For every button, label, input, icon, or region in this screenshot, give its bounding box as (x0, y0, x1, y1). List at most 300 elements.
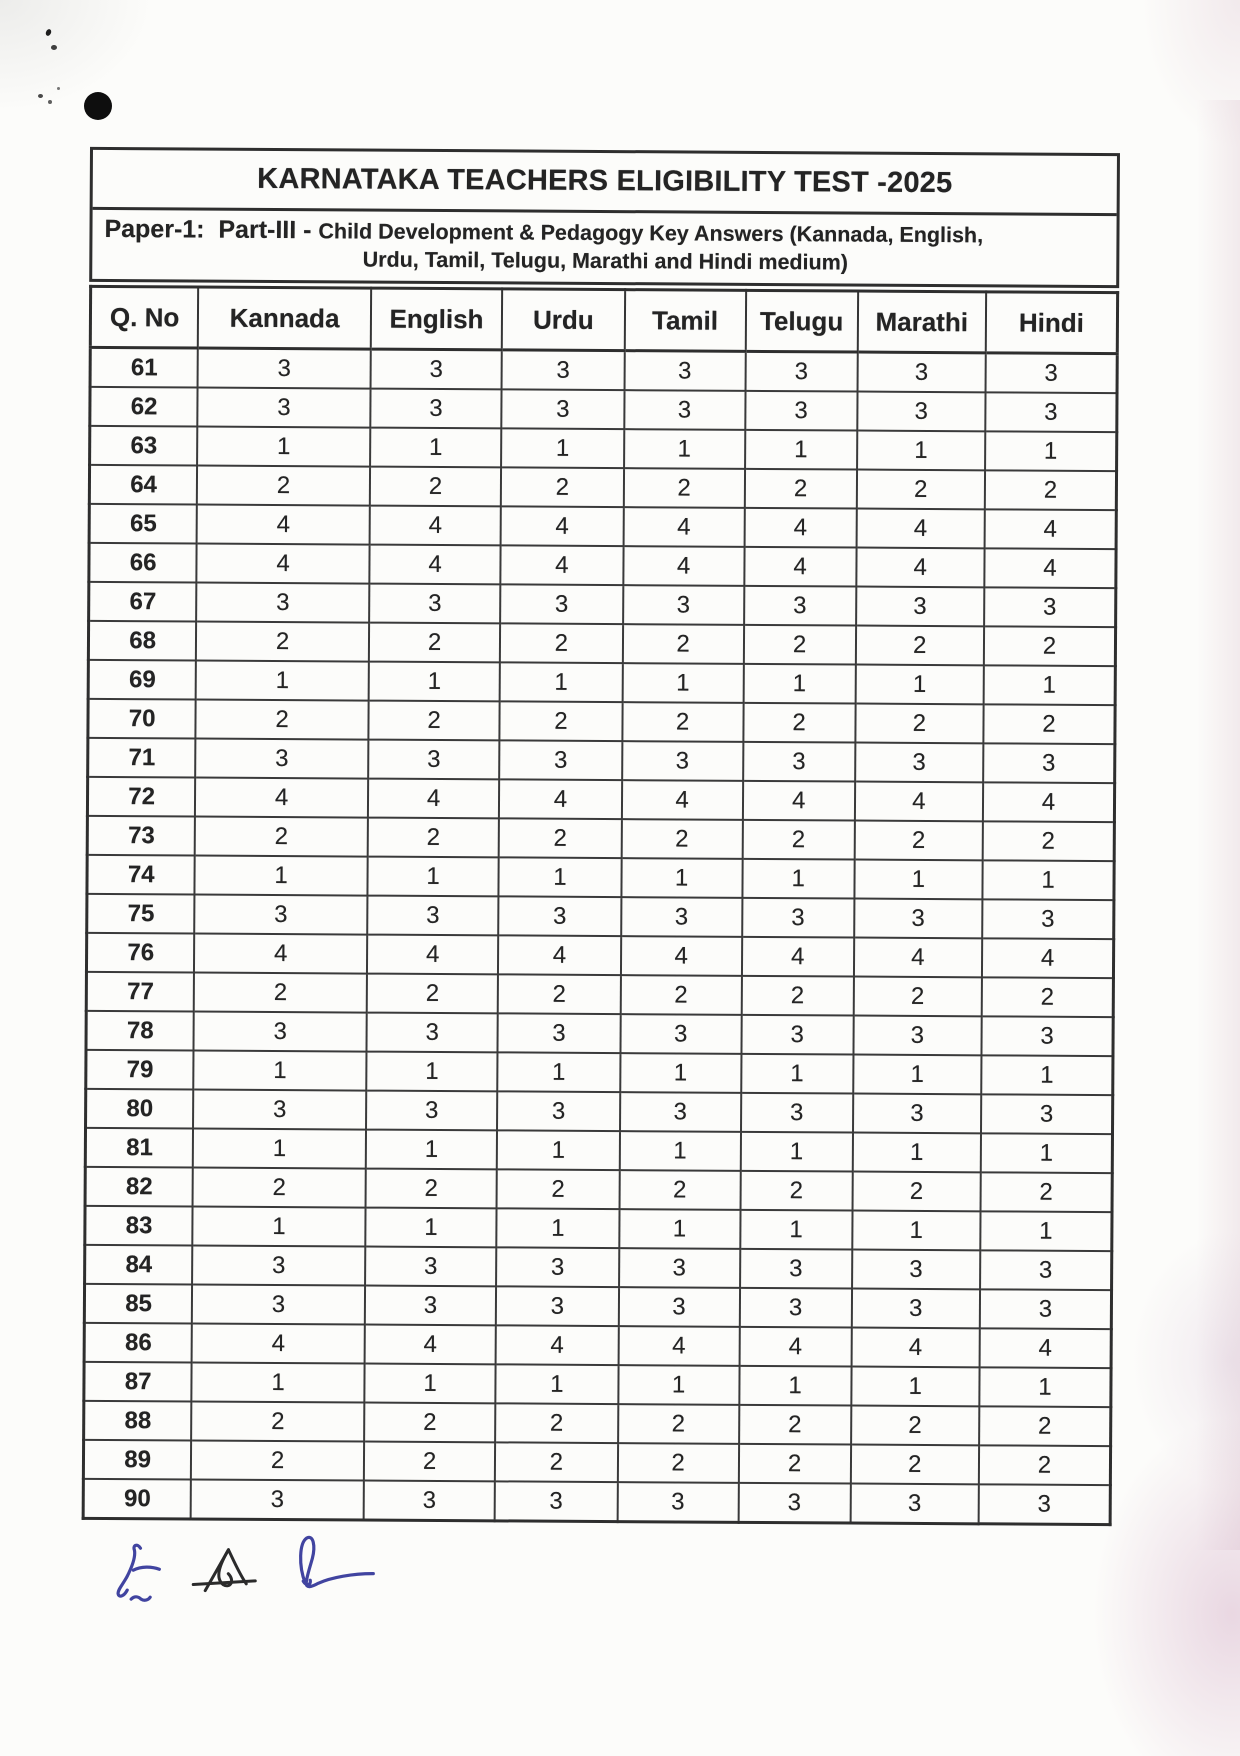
table-row (86, 1011, 1113, 1056)
answer-cell: 1 (367, 857, 499, 897)
answer-cell: 1 (854, 860, 983, 900)
answer-cell: 3 (855, 743, 984, 783)
answer-cell: 4 (744, 547, 856, 587)
answer-cell: 3 (979, 1484, 1111, 1524)
scan-shadow-top-left (0, 0, 150, 110)
answer-cell: 4 (743, 781, 855, 821)
answer-cell: 3 (857, 392, 986, 432)
answer-cell: 2 (855, 626, 984, 666)
answer-cell: 3 (195, 739, 368, 779)
ink-speck (48, 100, 52, 104)
answer-cell: 3 (624, 351, 745, 391)
answer-cell: 3 (856, 587, 985, 627)
black-ink-dot (84, 92, 112, 120)
answer-cell: 1 (852, 1133, 981, 1173)
answer-cell: 3 (620, 1092, 741, 1132)
question-number-cell: 89 (83, 1440, 191, 1480)
answer-cell: 2 (370, 467, 502, 507)
answer-cell: 3 (857, 352, 986, 392)
answer-cell: 2 (368, 818, 500, 858)
question-number-cell: 76 (86, 933, 194, 973)
table-row (86, 933, 1113, 978)
answer-cell: 1 (622, 663, 743, 703)
scan-smudge-right-band (1196, 100, 1240, 1550)
question-number-cell: 83 (85, 1206, 193, 1246)
question-number-cell: 86 (84, 1323, 192, 1363)
answer-cell: 3 (191, 1479, 364, 1520)
answer-cell: 2 (739, 1405, 851, 1445)
answer-cell: 4 (197, 505, 370, 545)
document-header-box (89, 147, 1120, 288)
answer-cell: 1 (501, 428, 623, 468)
answer-cell: 2 (499, 818, 621, 858)
answer-cell: 1 (497, 1130, 619, 1170)
table-row (84, 1362, 1111, 1407)
answer-table-body (83, 347, 1117, 1524)
answer-cell: 2 (741, 976, 853, 1016)
question-number-cell: 66 (89, 543, 197, 583)
table-row (86, 1089, 1113, 1134)
answer-cell: 1 (742, 859, 854, 899)
answer-cell: 3 (738, 1483, 850, 1523)
table-row (84, 1401, 1111, 1446)
answer-cell: 2 (983, 821, 1115, 861)
table-row (84, 1284, 1111, 1329)
answer-cell: 2 (617, 1443, 738, 1483)
answer-cell: 1 (743, 664, 855, 704)
answer-cell: 3 (740, 1249, 852, 1289)
signature-blue-loop (300, 1537, 373, 1587)
table-row (85, 1167, 1112, 1212)
answer-cell: 1 (194, 1051, 367, 1091)
answer-cell: 3 (853, 1016, 982, 1056)
answer-cell: 2 (981, 1172, 1113, 1212)
answer-cell: 3 (366, 1091, 498, 1131)
answer-cell: 4 (194, 934, 367, 974)
answer-cell: 2 (495, 1403, 617, 1443)
answer-cell: 2 (195, 817, 368, 857)
answer-cell: 3 (496, 1247, 618, 1287)
question-number-cell: 88 (84, 1401, 192, 1441)
answer-cell: 3 (369, 584, 501, 624)
answer-cell: 4 (368, 779, 500, 819)
table-row (88, 738, 1115, 783)
answer-cell: 3 (500, 584, 622, 624)
answer-cell: 3 (623, 585, 744, 625)
answer-cell: 2 (191, 1440, 364, 1480)
answer-cell: 3 (980, 1250, 1112, 1290)
answer-cell: 3 (365, 1247, 497, 1287)
answer-cell: 3 (196, 583, 369, 623)
answer-cell: 3 (617, 1482, 738, 1522)
answer-cell: 3 (194, 1012, 367, 1052)
answer-cell: 1 (739, 1366, 851, 1406)
answer-cell: 1 (192, 1362, 365, 1402)
answer-cell: 4 (367, 935, 499, 975)
answer-cell: 2 (740, 1171, 852, 1211)
answer-cell: 4 (982, 938, 1114, 978)
answer-cell: 4 (501, 506, 623, 546)
answer-cell: 2 (622, 624, 743, 664)
answer-cell: 1 (857, 431, 986, 471)
answer-cell: 4 (501, 545, 623, 585)
answer-cell: 4 (984, 548, 1116, 588)
answer-cell: 1 (853, 1055, 982, 1095)
answer-cell: 2 (982, 977, 1114, 1017)
answer-cell: 4 (192, 1324, 365, 1364)
answer-cell: 1 (365, 1208, 497, 1248)
answer-cell: 3 (741, 1093, 853, 1133)
subtitle-paper-part-label: Paper-1: Part-III - (104, 214, 319, 245)
answer-cell: 2 (498, 974, 620, 1014)
answer-cell: 1 (979, 1367, 1111, 1407)
answer-cell: 2 (194, 973, 367, 1013)
answer-cell: 3 (195, 895, 368, 935)
question-number-cell: 87 (84, 1362, 192, 1402)
answer-cell: 1 (196, 661, 369, 701)
question-number-cell: 63 (90, 426, 198, 466)
question-number-cell: 68 (88, 621, 196, 661)
answer-cell: 4 (985, 509, 1117, 549)
answer-cell: 2 (742, 820, 854, 860)
answer-cell: 4 (623, 546, 744, 586)
answer-cell: 1 (741, 1054, 853, 1094)
answer-cell: 2 (619, 1170, 740, 1210)
ink-speck (51, 45, 57, 50)
question-number-cell: 73 (87, 816, 195, 856)
answer-cell: 2 (979, 1445, 1111, 1485)
answer-cell: 2 (618, 1404, 739, 1444)
question-number-cell: 74 (87, 855, 195, 895)
answer-cell: 3 (368, 740, 500, 780)
answer-cell: 3 (370, 349, 502, 389)
answer-cell: 2 (197, 466, 370, 506)
answer-cell: 3 (982, 899, 1114, 939)
answer-cell: 3 (742, 898, 854, 938)
answer-cell: 1 (368, 662, 500, 702)
subtitle-line-2: Urdu, Tamil, Telugu, Marathi and Hindi medium) (362, 247, 849, 275)
question-number-cell: 80 (86, 1089, 194, 1129)
table-row (87, 894, 1114, 939)
ink-speck (45, 28, 52, 36)
answer-cell: 2 (495, 1442, 617, 1482)
answer-cell: 1 (500, 662, 622, 702)
answer-cell: 2 (850, 1445, 979, 1485)
table-row (90, 347, 1117, 393)
question-number-cell: 82 (85, 1167, 193, 1207)
answer-cell: 2 (744, 625, 856, 665)
answer-cell: 3 (981, 1016, 1113, 1056)
answer-cell: 4 (856, 509, 985, 549)
answer-cell: 1 (985, 431, 1117, 471)
column-header-qno: Q. No (90, 286, 198, 348)
answer-cell: 2 (623, 468, 744, 508)
answer-cell: 3 (495, 1481, 617, 1521)
answer-cell: 1 (193, 1129, 366, 1169)
question-number-cell: 78 (86, 1011, 194, 1051)
answer-cell: 2 (367, 974, 499, 1014)
answer-cell: 2 (983, 704, 1115, 744)
answer-cell: 3 (621, 897, 742, 937)
answer-cell: 1 (740, 1210, 852, 1250)
answer-cell: 1 (193, 1207, 366, 1247)
table-row (86, 1050, 1113, 1095)
question-number-cell: 67 (89, 582, 197, 622)
table-row (89, 582, 1116, 627)
answer-cell: 4 (855, 782, 984, 822)
subtitle-description: Child Development & Pedagogy Key Answers (Kannada, English, (318, 219, 984, 248)
answer-cell: 3 (192, 1246, 365, 1286)
table-row (90, 426, 1117, 471)
question-number-cell: 71 (88, 738, 196, 778)
answer-cell: 1 (496, 1364, 618, 1404)
answer-cell: 1 (980, 1211, 1112, 1251)
question-number-cell: 77 (86, 972, 194, 1012)
answer-cell: 3 (198, 348, 371, 389)
answer-cell: 3 (365, 1286, 497, 1326)
answer-cell: 4 (620, 936, 741, 976)
table-row (86, 972, 1113, 1017)
answer-cell: 1 (620, 1053, 741, 1093)
answer-cell: 1 (621, 858, 742, 898)
answer-key-table (82, 285, 1120, 1526)
answer-cell: 3 (622, 741, 743, 781)
answer-cell: 3 (367, 896, 499, 936)
answer-cell: 1 (852, 1211, 981, 1251)
column-header-urdu: Urdu (502, 289, 625, 351)
table-row (83, 1479, 1110, 1525)
answer-cell: 2 (497, 1169, 619, 1209)
answer-cell: 1 (366, 1052, 498, 1092)
answer-cell: 2 (368, 701, 500, 741)
answer-cell: 2 (979, 1406, 1111, 1446)
answer-cell: 1 (618, 1365, 739, 1405)
answer-cell: 3 (192, 1285, 365, 1325)
answer-cell: 1 (851, 1367, 980, 1407)
answer-cell: 3 (853, 1094, 982, 1134)
answer-cell: 3 (363, 1481, 495, 1521)
answer-cell: 1 (855, 665, 984, 705)
subtitle-line-1 (104, 215, 1106, 250)
answer-cell: 4 (744, 508, 856, 548)
answer-cell: 3 (980, 1289, 1112, 1329)
answer-cell: 3 (502, 389, 624, 429)
answer-cell: 3 (745, 351, 857, 391)
answer-cell: 3 (983, 743, 1115, 783)
handwritten-signatures (107, 1530, 448, 1622)
answer-cell: 4 (983, 782, 1115, 822)
answer-cell: 3 (498, 1013, 620, 1053)
question-number-cell: 62 (90, 387, 198, 427)
column-header-english: English (371, 288, 503, 350)
answer-cell: 4 (618, 1326, 739, 1366)
table-row (88, 699, 1115, 744)
answer-cell: 2 (620, 975, 741, 1015)
answer-cell: 3 (366, 1013, 498, 1053)
answer-cell: 1 (984, 665, 1116, 705)
answer-cell: 2 (364, 1442, 496, 1482)
question-number-cell: 69 (88, 660, 196, 700)
document-subtitle (92, 210, 1116, 285)
answer-cell: 3 (850, 1484, 979, 1524)
answer-cell: 2 (500, 701, 622, 741)
answer-cell: 1 (981, 1133, 1113, 1173)
answer-cell: 3 (851, 1289, 980, 1329)
answer-cell: 1 (981, 1055, 1113, 1095)
column-header-telugu: Telugu (745, 290, 857, 352)
answer-cell: 2 (853, 977, 982, 1017)
answer-cell: 3 (745, 391, 857, 431)
ink-speck (38, 94, 43, 98)
answer-cell: 4 (621, 780, 742, 820)
answer-cell: 4 (851, 1328, 980, 1368)
answer-cell: 1 (195, 856, 368, 896)
answer-cell: 1 (619, 1209, 740, 1249)
table-row (87, 855, 1114, 900)
table-row (87, 777, 1114, 822)
table-row (88, 660, 1115, 705)
answer-cell: 1 (982, 860, 1114, 900)
answer-cell: 2 (855, 704, 984, 744)
answer-cell: 2 (501, 467, 623, 507)
answer-cell: 3 (984, 587, 1116, 627)
answer-cell: 4 (364, 1325, 496, 1365)
answer-cell: 2 (851, 1406, 980, 1446)
answer-cell: 4 (854, 938, 983, 978)
answer-cell: 4 (195, 778, 368, 818)
table-row (89, 543, 1116, 588)
answer-cell: 2 (500, 623, 622, 663)
answer-cell: 4 (980, 1328, 1112, 1368)
answer-cell: 2 (743, 703, 855, 743)
answer-cell: 3 (852, 1250, 981, 1290)
table-row (83, 1440, 1110, 1485)
answer-cell: 4 (739, 1327, 851, 1367)
question-number-cell: 64 (89, 465, 197, 505)
signatures-area (107, 1530, 448, 1622)
answer-cell: 2 (191, 1401, 364, 1441)
answer-cell: 1 (197, 427, 370, 467)
answer-cell: 1 (370, 428, 502, 468)
answer-cell: 1 (624, 429, 745, 469)
answer-cell: 3 (497, 1091, 619, 1131)
question-number-cell: 85 (84, 1284, 192, 1324)
answer-cell: 4 (856, 548, 985, 588)
column-header-kannada: Kannada (198, 287, 371, 349)
question-number-cell: 65 (89, 504, 197, 544)
answer-cell: 3 (499, 740, 621, 780)
scan-smudge-top-right (1140, 0, 1240, 150)
answer-cell: 3 (370, 389, 502, 429)
question-number-cell: 75 (87, 894, 195, 934)
answer-cell: 2 (621, 819, 742, 859)
answer-cell: 2 (193, 1168, 366, 1208)
table-row (85, 1128, 1112, 1173)
answer-cell: 3 (981, 1094, 1113, 1134)
column-header-hindi: Hindi (986, 292, 1118, 354)
answer-cell: 2 (854, 821, 983, 861)
signature-black-scribble (193, 1550, 255, 1591)
answer-cell: 3 (741, 1015, 853, 1055)
question-number-cell: 70 (88, 699, 196, 739)
answer-cell: 2 (739, 1444, 851, 1484)
answer-cell: 3 (744, 586, 856, 626)
table-row (87, 816, 1114, 861)
answer-cell: 3 (743, 742, 855, 782)
table-row (85, 1206, 1112, 1251)
answer-cell: 4 (369, 545, 501, 585)
answer-cell: 2 (369, 623, 501, 663)
ink-speck (57, 87, 60, 90)
question-number-cell: 61 (90, 347, 198, 387)
answer-cell: 2 (622, 702, 743, 742)
answer-cell: 2 (365, 1169, 497, 1209)
answer-cell: 1 (745, 430, 857, 470)
question-number-cell: 84 (85, 1245, 193, 1285)
answer-cell: 3 (986, 353, 1118, 393)
table-row (89, 465, 1116, 510)
answer-cell: 4 (197, 544, 370, 584)
answer-cell: 3 (193, 1090, 366, 1130)
signature-blue-initials (118, 1545, 159, 1600)
scan-smudge-mid-right (1130, 1230, 1240, 1490)
document-sheet (81, 147, 1120, 1626)
table-row (84, 1323, 1111, 1368)
answer-cell: 3 (499, 896, 621, 936)
document-title: KARNATAKA TEACHERS ELIGIBILITY TEST -2025 (93, 150, 1117, 216)
question-number-cell: 72 (87, 777, 195, 817)
answer-cell: 2 (196, 622, 369, 662)
answer-cell: 4 (496, 1325, 618, 1365)
question-number-cell: 90 (83, 1479, 191, 1519)
answer-cell: 2 (196, 700, 369, 740)
answer-cell: 2 (984, 626, 1116, 666)
answer-cell: 4 (498, 935, 620, 975)
answer-cell: 3 (740, 1288, 852, 1328)
answer-cell: 3 (985, 392, 1117, 432)
answer-cell: 2 (852, 1172, 981, 1212)
table-row (89, 504, 1116, 549)
answer-cell: 1 (499, 857, 621, 897)
answer-cell: 3 (618, 1287, 739, 1327)
answer-cell: 3 (854, 899, 983, 939)
answer-cell: 3 (620, 1014, 741, 1054)
answer-cell: 2 (745, 469, 857, 509)
answer-cell: 3 (198, 388, 371, 428)
table-row (85, 1245, 1112, 1290)
answer-cell: 3 (624, 390, 745, 430)
answer-cell: 3 (619, 1248, 740, 1288)
answer-cell: 4 (742, 937, 854, 977)
answer-cell: 1 (498, 1052, 620, 1092)
answer-cell: 1 (497, 1208, 619, 1248)
answer-cell: 2 (856, 470, 985, 510)
answer-cell: 2 (985, 470, 1117, 510)
header-row (90, 286, 1117, 353)
answer-cell: 2 (364, 1403, 496, 1443)
answer-cell: 4 (623, 507, 744, 547)
column-header-tamil: Tamil (624, 290, 746, 352)
answer-cell: 1 (366, 1130, 498, 1170)
answer-cell: 4 (369, 506, 501, 546)
table-row (90, 387, 1117, 432)
question-number-cell: 79 (86, 1050, 194, 1090)
answer-cell: 1 (619, 1131, 740, 1171)
question-number-cell: 81 (85, 1128, 193, 1168)
table-row (88, 621, 1115, 666)
column-header-marathi: Marathi (857, 291, 986, 353)
answer-cell: 4 (499, 779, 621, 819)
